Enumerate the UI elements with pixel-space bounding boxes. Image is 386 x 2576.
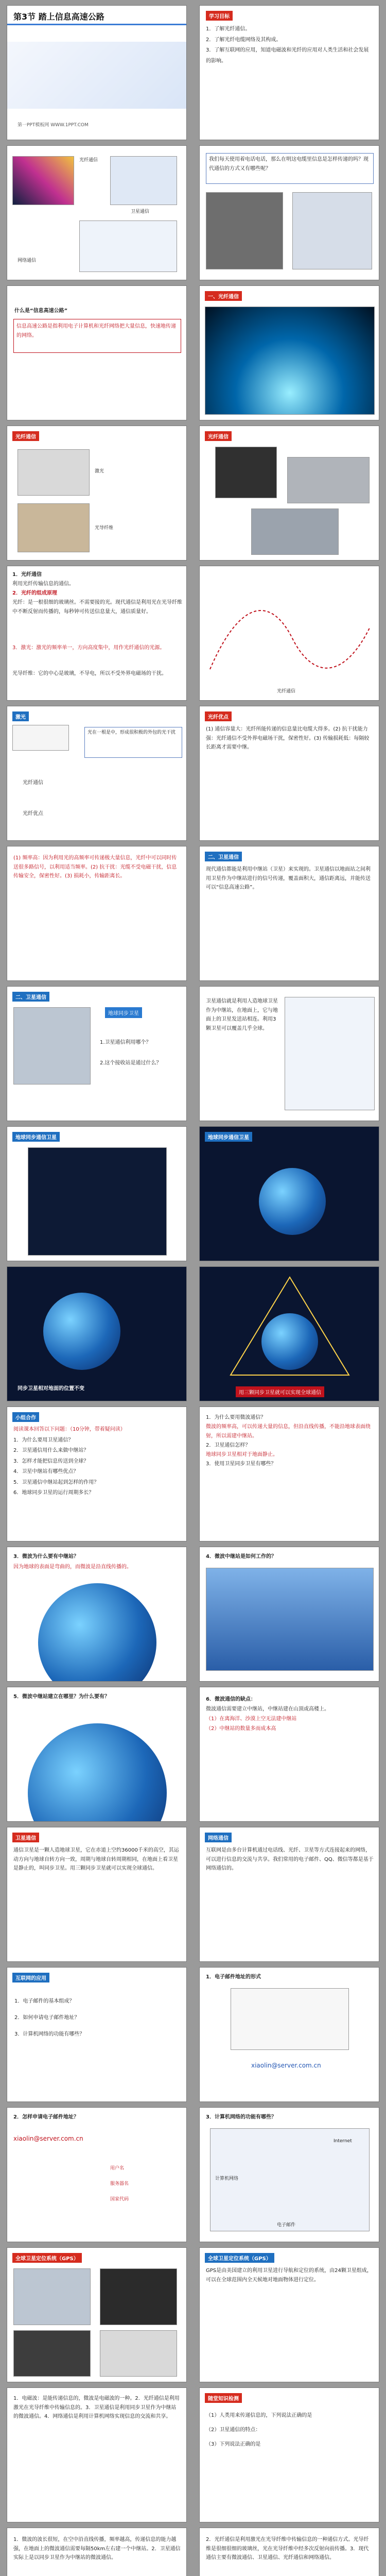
earth-graphic (43, 1293, 120, 1370)
quiz-item: （3）下列说法正确的是 (206, 2442, 261, 2447)
slide-9-fiber-notes (7, 566, 187, 701)
fiber-tag: 光纤通信 (12, 431, 39, 441)
fiber-coil-image (17, 503, 90, 552)
fiber-bundle-image (205, 307, 375, 415)
sat-q1: 1.卫星通信利用哪个？ (100, 1040, 151, 1045)
quiz-tag: 随堂知识检测 (205, 2393, 242, 2403)
gps-tag: 全球卫星定位系统（GPS） (12, 2253, 82, 2263)
note-6: 光导纤维：它的中心是玻璃，不导电，所以不受外界电磁场的干扰。 (12, 671, 167, 676)
internet-item: 3．计算机网络的功能有哪些？ (14, 2031, 85, 2037)
slide-37-microwave-notes (7, 2528, 187, 2576)
earth-graphic (259, 1168, 326, 1235)
answer-item: 2．卫星通信怎样？ (206, 1443, 251, 1448)
slide-16-sat-text (199, 986, 379, 1121)
email-graphic (231, 1988, 349, 2050)
relay-work-question: 4．微波中继站是如何工作的？ (206, 1554, 276, 1560)
country-label: 国家代码 (110, 2197, 129, 2202)
relay-place-question: 5．微波中继站建立在哪里？为什么要有？ (13, 1694, 110, 1700)
slide-3-comm-types (7, 145, 187, 280)
satellite-tag: 二、卫星通信 (205, 852, 242, 861)
photo-map (292, 192, 372, 269)
pros-tag: 光纤优点 (205, 711, 232, 721)
sat-desc: 卫星通信就是利用人造地球卫星作为中继站，在地面上，它与地面上的卫星发送站相连。利用3颗卫星可以覆盖几乎全球。 (206, 998, 278, 1031)
gps-tag-2: 全球卫星定位系统（GPS） (205, 2253, 274, 2263)
satcomm-tag: 卫星通信 (12, 1833, 39, 1842)
features-text: (1) 频率高：因为利用光的高频率可传递极大量信息，光纤中可以同时传送很多路信号，以利用适当频率。(2) 抗干扰：光缆不受电磁干扰，信息传输安全，保密性好。(3) 损耗小，传输距离长。 (13, 855, 177, 879)
relay-answer: 因为地球的表面是弯曲的，而微波是沿直线传播的。 (13, 1564, 132, 1570)
slide-38-fiber-notes (199, 2528, 379, 2576)
slide-21-group-task (7, 1406, 187, 1541)
quiz-item: （2）卫星通信的特点： (206, 2427, 261, 2433)
slide-27-sat-comm (7, 1827, 187, 1962)
task-list (13, 1425, 181, 1499)
task-item: 6．地球同步卫星的运行周期多长？ (13, 1490, 94, 1496)
slide-15-microwave (7, 986, 187, 1121)
photo-operators (206, 192, 283, 269)
internet-item: 2．如何申请电子邮件地址？ (14, 2015, 80, 2021)
laser-image (17, 449, 90, 496)
wave-note: 光纤通信 (277, 689, 296, 694)
slide-23-relay (7, 1547, 187, 1682)
slide-19-sync-position (7, 1266, 187, 1401)
earth-graphic (38, 1583, 156, 1682)
section-tag: 一、光纤通信 (205, 291, 242, 301)
email-title: 1．电子邮件地址的形式 (206, 1974, 261, 1980)
laser-tag: 激光 (12, 711, 29, 721)
fiber-diagram (12, 725, 69, 751)
network-label: 计算机网络 (215, 2176, 239, 2181)
highway-answer: 信息高速公路是指利用电子计算机和光纤网络把大量信息，快速地传递的网络。 (16, 324, 176, 338)
internet-label: Internet (334, 2139, 352, 2144)
slide-6-fiber-intro (199, 285, 379, 420)
cons-item: （2）中继站的数量多而成本高 (206, 1726, 276, 1732)
email-label: 电子邮件 (277, 2223, 296, 2228)
satellite-image (110, 156, 177, 205)
network-text: 互联网是由多台计算机通过电话线、光纤、卫星等方式连接起来的网络，可以进行信息的交流与共享。我们常用的电子邮件、QQ、微信等都是基于网络通信的。 (206, 1848, 374, 1871)
internet-item: 1．电子邮件的基本组成？ (14, 1998, 75, 2004)
slide-22-answers (199, 1406, 379, 1541)
gps-text: GPS是由美国建立的利用卫星进行导航和定位的系统，由24颗卫星组成，可以在全球范围内全天候地对地面物体进行定位。 (206, 2268, 372, 2283)
slide-20-three-sats (199, 1266, 379, 1401)
task-item: 1．为什么要用卫星通信？ (13, 1437, 74, 1443)
satcomm-text: 通信卫星是一颗人造地球卫星，它在赤道上空约36000千米的高空，其运动方向与地球自转方向一致，周期与地球自转周期相同，在地面上看卫星是静止的，叫同步卫星。用三颗同步卫星就可以实现全球通信。 (13, 1848, 179, 1871)
sat-caption: 地球同步卫星 (105, 1007, 142, 1018)
goal-item: 1．了解光纤通信。 (206, 26, 251, 32)
internet-tag: 互联网的应用 (12, 1973, 49, 1982)
note-3: 2．光纤的组成原理 (12, 590, 57, 596)
gps-image-d (100, 2330, 177, 2377)
address-question: 2．怎样申请电子邮件地址？ (13, 2114, 79, 2120)
slide-36-quiz (199, 2387, 379, 2522)
dish-image (13, 1007, 91, 1084)
network-tag: 网络通信 (205, 1833, 232, 1842)
fiber-text-b: 光在一根是中，形成很积极的外包的光干扰 (87, 730, 176, 735)
sat-tag: 二、卫星通信 (12, 992, 49, 1002)
server-label: 服务器名 (110, 2181, 129, 2187)
slide-12-fiber-pros (199, 706, 379, 841)
cons-list (206, 1694, 374, 1734)
three-sats-caption: 用三颗同步卫星就可以实现全球通信 (236, 1386, 324, 1397)
task-item: 阅读课本回答以下问题：（10分钟，带着疑问读） (13, 1427, 126, 1432)
slide-33-gps (7, 2247, 187, 2382)
fiber-tag-2: 光纤通信 (205, 431, 232, 441)
label-fiber: 光纤通信 (79, 158, 98, 163)
fiber-label: 光导纤维 (95, 526, 114, 531)
sync-tag: 地球同步通信卫星 (12, 1132, 60, 1142)
gps-image-a (13, 2268, 91, 2325)
position-caption: 同步卫星相对地面的位置不变 (17, 1386, 84, 1392)
slide-5-info-highway (7, 285, 187, 420)
note-1: 1．光纤通信 (12, 572, 42, 578)
relay-question: 3．微波为什么要有中继站？ (13, 1554, 79, 1560)
answer-list (206, 1413, 374, 1469)
slide-28-network (199, 1827, 379, 1962)
summary-text: 1．电磁波：是能传递信息的，微波是电磁波的一种。2．光纤通信是利用激光在光导纤维中传输信息的。3．卫星通信是利用同步卫星作为中继站的微波通信。4．网络通信是利用计算机网络实现信息的交流和共享。 (13, 2396, 180, 2419)
note-2: 利用光纤传输信息的通信。 (12, 581, 74, 587)
slide-17-sync-sat (7, 1126, 187, 1261)
cons-item: 微波通信需要建立中继站，中继站建在山顶或高楼上。 (206, 1706, 329, 1712)
email-address: xiaolin@server.com.cn (251, 2062, 321, 2069)
cons-item: 6．微波通信的缺点： (206, 1697, 256, 1702)
quiz-item: （1）人类用来传递信息的，下列说法正确的是 (206, 2413, 312, 2418)
answer-item: 地球同步卫星相对于地面静止。 (206, 1452, 278, 1458)
switch-image (287, 457, 370, 503)
slide-29-internet (7, 1967, 187, 2102)
sat-q2: 2.这个接收站是通过什么？ (100, 1060, 162, 1066)
answer-item: 3．使用卫星同步卫星有哪些？ (206, 1461, 276, 1467)
username-label: 用户名 (110, 2166, 125, 2171)
functions-question: 3．计算机网络的功能有哪些？ (206, 2114, 276, 2120)
fiber-notes: 2．光纤通信是利用激光在光导纤维中传输信息的一种通信方式。光导纤维是很细很细的玻璃丝，光在光导纤维中经多次反射向前传播。3．现代通信主要有微波通信、卫星通信、光纤通信和网络通信。 (206, 2537, 369, 2561)
wave-graphic (200, 566, 379, 701)
slide-35-summary (7, 2387, 187, 2522)
ethernet-box-image (251, 509, 339, 555)
task-tag: 小组合作 (12, 1412, 39, 1422)
cons-item: （1）在离海洋、沙漠上空无法建中继站 (206, 1716, 297, 1722)
slide-8-fiber-device (199, 426, 379, 561)
task-item: 5．卫星通信中继站起到怎样的作用？ (13, 1479, 99, 1485)
label-satellite: 卫星通信 (131, 209, 150, 214)
task-item: 2．卫星通信用什么来做中继站？ (13, 1448, 89, 1453)
earth-graphic (261, 1313, 318, 1370)
question-text: 我们每天使用着电话电话，那么在明这电缆里信息是怎样传递的吗？现代通信的方式又有哪些呢？ (209, 157, 369, 172)
slide-1-title (7, 5, 187, 140)
fiber-image (12, 156, 74, 205)
slide-10-wave (199, 566, 379, 701)
network-image (79, 221, 177, 272)
slide-4-question (199, 145, 379, 280)
answer-item: 微波的频率高，可以传递大量的信息，但沿直线传播，不能沿地球表面绕射，所以需建中继站。 (206, 1424, 371, 1439)
note-5: 3．激光：激光的频率单一，方向高度集中，用作光纤通信的光源。 (12, 645, 165, 651)
answer-item: 1．为什么要用微波通信？ (206, 1415, 266, 1420)
sat-orbit-image (28, 1147, 167, 1256)
task-item: 4．卫星中继站有哪些优点？ (13, 1469, 79, 1475)
address-value: xiaolin@server.com.cn (13, 2135, 83, 2142)
slide-31-email-address (7, 2107, 187, 2242)
slide-26-relay-cons (199, 1687, 379, 1822)
slide-13-fiber-features (7, 846, 187, 981)
slide-24-relay-work (199, 1547, 379, 1682)
slide-2-goals (199, 5, 379, 140)
quiz-list (206, 2409, 374, 2452)
fiber-text-c: 光纤优点 (23, 811, 43, 817)
brand-text: 第一PPT模板网 WWW.1PPT.COM (17, 123, 89, 128)
slide-11-laser (7, 706, 187, 841)
gps-image-b (100, 2268, 177, 2325)
goal-item: 3．了解互联网的应用，知道电磁波和光纤的应用对人类生活和社会发展的影响。 (206, 47, 369, 64)
slide-18-sync-sat (199, 1126, 379, 1261)
goals-list (206, 24, 374, 66)
highway-question: 什么是“信息高速公路” (14, 308, 68, 314)
internet-list (14, 1993, 182, 2043)
sat-diagram (285, 997, 375, 1110)
slide-32-net-functions (199, 2107, 379, 2242)
label-network: 网络通信 (17, 258, 37, 263)
slide-25-relay-place (7, 1687, 187, 1822)
slide-30-email (199, 1967, 379, 2102)
satellite-text: 现代通信都能是利用中继站（卫星）来实现的。卫星通信以地面站之间利用卫星作为中继站进行的信号传递，覆盖面积大，通信距离远，并能传送可以“信息高速公路”。 (206, 867, 371, 890)
microwave-notes: 1．微波的波长很短，在空中沿直线传播，频率越高，传递信息的能力越强，在地面上的微波通信需要每隔50km左右建一个中继站。2．卫星通信实际上是以同步卫星作为中继站的微波通信。 (13, 2537, 181, 2561)
goal-item: 2．了解光纤电缆网络及其构成。 (206, 37, 282, 43)
cable-image (215, 447, 277, 498)
fiber-text-a: 光纤通信 (23, 780, 43, 786)
pros-text: (1) 通信容量大：光纤所能传递的信息量比电缆大得多。(2) 抗干扰能力强：光纤通信不受外界电磁场干扰，保密性好。(3) 传输损耗低：每隔较长距离才需要中继。 (206, 726, 370, 750)
gps-image-c (13, 2330, 91, 2377)
laser-label: 激光 (95, 469, 104, 474)
earth-graphic (28, 1723, 167, 1822)
slide-title: 第3节 踏上信息高速公路 (13, 12, 104, 22)
goals-tag: 学习目标 (206, 11, 233, 21)
sync-tag-2: 地球同步通信卫星 (205, 1132, 252, 1142)
tower-image (206, 1568, 374, 1671)
slide-14-satellite (199, 846, 379, 981)
note-4: 光纤：是一根很细的玻璃丝。不需要接的光。现代通信是利用光在光导纤维中不断反射而传播的，每秒钟可传送信息量大，通信质量好。 (12, 600, 182, 615)
slide-7-fiber (7, 426, 187, 561)
slide-34-gps-desc (199, 2247, 379, 2382)
task-item: 3．怎样才能把信息传送到全球？ (13, 1458, 89, 1464)
